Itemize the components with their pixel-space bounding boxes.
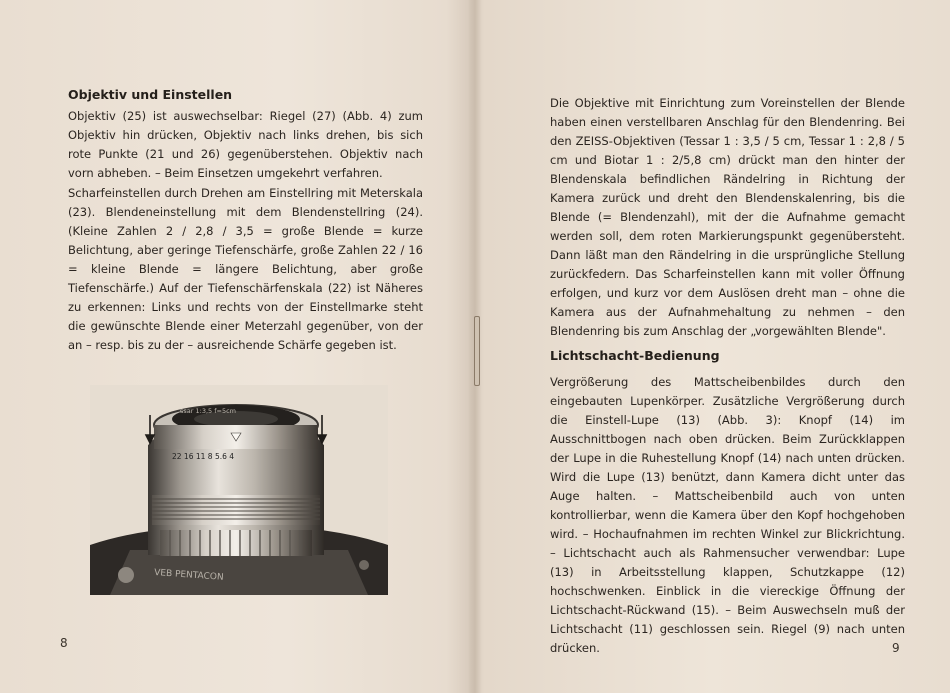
page-number-right: 9 bbox=[892, 641, 900, 655]
section-heading-objektiv: Objektiv und Einstellen bbox=[68, 87, 233, 102]
camera-brand-text: VEB PENTACON bbox=[153, 568, 224, 583]
section-heading-lichtschacht: Lichtschacht-Bedienung bbox=[550, 348, 720, 363]
aperture-scale-text: 22 16 11 8 5.6 4 bbox=[172, 452, 235, 461]
paragraph-lichtschacht: Vergrößerung des Mattscheibenbildes durch den eingebauten Lupenkörper. Zusätzliche Vergrößerung durch die Einstell-Lupe (13) (Abb. 3): Knopf (14) im Ausschnittbogen nach oben drücken. Beim Zurückklappen der Lupe in die Ruhestellung Knopf (14) nach unten drücken. Wird die Lupe (13) benützt, dann Kamera dicht unter das Auge halten. – Mattscheibenbild auch von unten kontrollierbar, wenn die Kamera über den Kopf hochgehoben wird. – Hochaufnahmen im rechten Winkel zur Blickrichtung. – Lichtschacht auch als Rahmensucher verwendbar: Lupe (13) in Arbeitsstellung klappen, Schutzkappe (12) hochschwenken. Einblick in die viereckige Öffnung der Lichtschacht-Rückwand (15). – Beim Auswechseln muß der Lichtschacht (11) geschlossen sein. Riegel (9) nach unten drücken. bbox=[550, 375, 905, 655]
left-page bbox=[0, 0, 470, 693]
right-page bbox=[480, 0, 950, 693]
lens-brand-text: ssar 1:3,5 f=5cm bbox=[180, 407, 236, 415]
camera-knob bbox=[118, 567, 134, 583]
lens-photo bbox=[90, 385, 388, 595]
page-number-left: 8 bbox=[60, 636, 68, 650]
paragraph-objektiv: Objektiv (25) ist auswechselbar: Riegel (27) (Abb. 4) zum Objektiv hin drücken, Objektiv nach links drehen, bis sich rote Punkte (21 und 26) gegenüberstehen. Objektiv nach vorn abheben. – Beim Einsetzen umgekehrt verfahren. bbox=[68, 109, 423, 180]
paragraph-voreinstellen: Die Objektive mit Einrichtung zum Voreinstellen der Blende haben einen verstellbaren Anschlag für den Blendenring. Bei den ZEISS-Objektiven (Tessar 1 : 3,5 / 5 cm, Tessar 1 : 2,8 / 5 cm und Biotar 1 : 2/5,8 cm) drückt man den hinter der Blendenskala befindlichen Rändelring in Richtung der Kamera zurück und dreht den Blendenskalenring, bis die Blende (= Blendenzahl), mit der die Aufnahme gemacht werden soll, dem roten Markierungspunkt gegenübersteht. Dann läßt man den Rändelring in die ursprüngliche Stellung zurückfedern. Das Scharfeinstellen kann mit voller Öffnung erfolgen, und kurz vor dem Auslösen dreht man – ohne die Kamera aus der Aufnahmehaltung zu nehmen – den Blendenring bis zum Anschlag der „vorgewählten Blende". bbox=[550, 96, 905, 338]
paragraph-scharfeinstellen: Scharfeinstellen durch Drehen am Einstellring mit Meterskala (23). Blendeneinstellung mit dem Blendenstellring (24). (Kleine Zahlen 2 / 2,8 / 3,5 = große Blende = kurze Belichtung, aber geringe Tiefenschärfe, große Zahlen 22 / 16 = kleine Blende = längere Belichtung, aber große Tiefenschärfe.) Auf der Tiefenschärfenskala (22) ist Näheres zu erkennen: Links und rechts von der Einstellmarke steht die gewünschte Blende einer Meterzahl gegenüber, von der an – resp. bis zu der – ausreichende Schärfe gegeben ist. bbox=[68, 186, 423, 352]
